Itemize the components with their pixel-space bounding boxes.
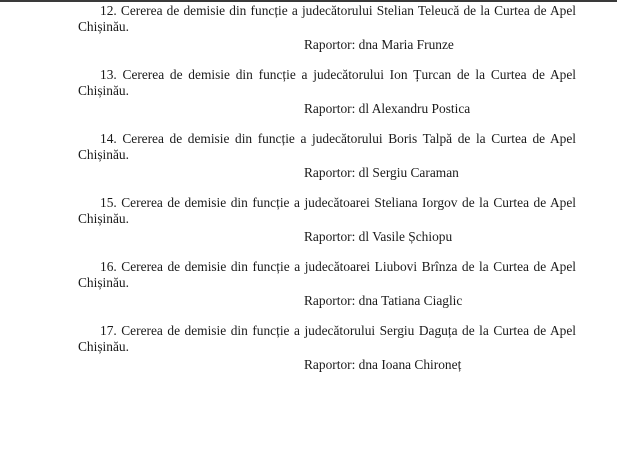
agenda-item-reporter: Raportor: dl Alexandru Postica: [304, 101, 471, 116]
agenda-item-17: [78, 323, 576, 373]
agenda-item-text: 15. Cererea de demisie din funcție a judecătoarei Steliana Iorgov de la Curtea de Apel Chișinău.: [78, 195, 576, 226]
agenda-item-reporter: Raportor: dna Maria Frunze: [304, 37, 454, 52]
top-border-line: [0, 0, 617, 2]
agenda-item-16: [78, 259, 576, 309]
agenda-item-12: [78, 3, 576, 53]
agenda-list: [78, 3, 576, 387]
agenda-item-text: 14. Cererea de demisie din funcție a judecătorului Boris Talpă de la Curtea de Apel Chișinău.: [78, 131, 576, 162]
agenda-item-text: 13. Cererea de demisie din funcție a judecătorului Ion Țurcan de la Curtea de Apel Chișinău.: [78, 67, 576, 98]
agenda-item-13: [78, 67, 576, 117]
agenda-item-reporter: Raportor: dna Tatiana Ciaglic: [304, 293, 463, 308]
agenda-item-reporter: Raportor: dl Vasile Șchiopu: [304, 229, 453, 244]
agenda-item-reporter: Raportor: dna Ioana Chironeț: [304, 357, 462, 372]
agenda-item-14: [78, 131, 576, 181]
agenda-item-text: 12. Cererea de demisie din funcție a judecătorului Stelian Teleucă de la Curtea de Apel Chișinău.: [78, 3, 576, 34]
agenda-item-15: [78, 195, 576, 245]
agenda-item-text: 17. Cererea de demisie din funcție a judecătorului Sergiu Daguța de la Curtea de Apel Chișinău.: [78, 323, 576, 354]
agenda-item-text: 16. Cererea de demisie din funcție a judecătoarei Liubovi Brînza de la Curtea de Apel Chișinău.: [78, 259, 576, 290]
agenda-item-reporter: Raportor: dl Sergiu Caraman: [304, 165, 459, 180]
